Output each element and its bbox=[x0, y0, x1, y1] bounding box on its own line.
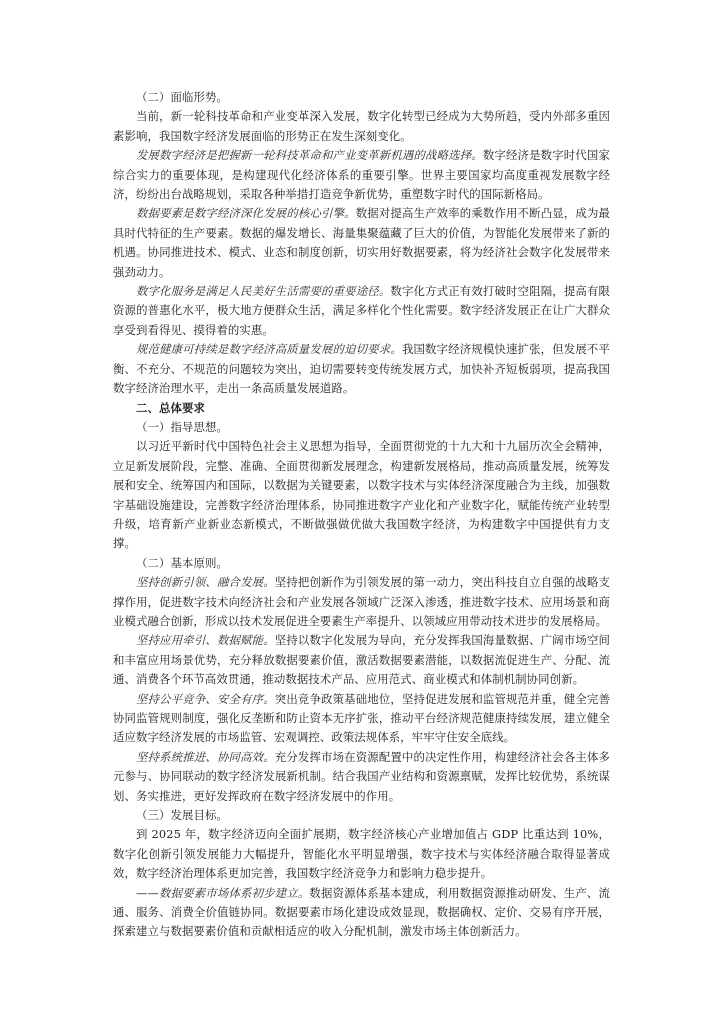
paragraph: 坚持应用牵引、数据赋能。坚持以数字化发展为导向，充分发挥我国海量数据、广阔市场空间和丰富应用场景优势，充分释放数据要素价值，激活数据要素潜能，以数据流促进生产、分配、流通、消费各个环节高效贯通，推动数据技术产品、应用范式、商业模式和体制机制协同创新。 bbox=[113, 633, 611, 687]
lead-sentence: 坚持应用牵引、数据赋能。 bbox=[136, 633, 275, 648]
subheading-goals: （三）发展目标。 bbox=[136, 808, 228, 823]
section-heading: 二、总体要求 bbox=[136, 400, 205, 415]
paragraph: 数字化服务是满足人民美好生活需要的重要途径。数字化方式正有效打破时空阻隔，提高有限资源的普惠化水平，极大地方便群众生活，满足多样化个性化需要。数字经济发展正在让广大群众享受到看得见、摸得着的实惠。 bbox=[113, 284, 611, 337]
document-body bbox=[113, 88, 610, 942]
lead-sentence: 规范健康可持续是数字经济高质量发展的迫切要求。 bbox=[136, 342, 402, 357]
subheading-principles: （二）基本原则。 bbox=[136, 555, 228, 570]
lead-sentence: 坚持系统推进、协同高效。 bbox=[136, 749, 275, 764]
paragraph: 规范健康可持续是数字经济高质量发展的迫切要求。我国数字经济规模快速扩张，但发展不平衡、不充分、不规范的问题较为突出，迫切需要转变传统发展方式，加快补齐短板弱项，提高我国数字经济治理水平，走出一条高质量发展道路。 bbox=[113, 342, 610, 396]
subheading-situation: （二）面临形势。 bbox=[136, 90, 228, 104]
paragraph: 以习近平新时代中国特色社会主义思想为指导，全面贯彻党的十九大和十九届历次全会精神，立足新发展阶段，完整、准确、全面贯彻新发展理念，构建新发展格局，推动高质量发展，统筹发展和安全、统筹国内和国际，以数据为关键要素，以数字技术与实体经济深度融合为主线，加强数字基础设施建设，完善数字经济治理体系，协同推进数字产业化和产业数字化，赋能传统产业转型升级，培育新产业新业态新模式，不断做强做优做大我国数字经济，为构建数字中国提供有力支撑。 bbox=[113, 439, 610, 551]
paragraph: 数据要素是数字经济深化发展的核心引擎。数据对提高生产效率的乘数作用不断凸显，成为最具时代特征的生产要素。数据的爆发增长、海量集聚蕴藏了巨大的价值，为智能化发展带来了新的机遇。协同推进技术、模式、业态和制度创新，切实用好数据要素，将为经济社会数字化发展带来强劲动力。 bbox=[113, 206, 611, 279]
lead-sentence: 数字化服务是满足人民美好生活需要的重要途径。 bbox=[136, 284, 391, 299]
lead-sentence: 坚持公平竞争、安全有序。 bbox=[136, 691, 275, 706]
paragraph: ——数据要素市场体系初步建立。数据资源体系基本建成，利用数据资源推动研发、生产、流通、服务、消费全价值链协同。数据要素市场化建设成效显现，数据确权、定价、交易有序开展，探索建立与数据要素价值和贡献相适应的收入分配机制，激发市场主体创新活力。 bbox=[113, 885, 610, 939]
lead-sentence: 数据要素是数字经济深化发展的核心引擎。 bbox=[136, 206, 356, 221]
subheading-guiding-thought: （一）指导思想。 bbox=[136, 419, 228, 434]
paragraph: 当前，新一轮科技革命和产业变革深入发展，数字化转型已经成为大势所趋，受内外部多重因素影响，我国数字经济发展面临的形势正在发生深刻变化。 bbox=[113, 109, 610, 143]
lead-sentence: ——数据要素市场体系初步建立。 bbox=[136, 885, 310, 900]
paragraph: 坚持公平竞争、安全有序。突出竞争政策基础地位，坚持促进发展和监管规范并重，健全完善协同监管规则制度，强化反垄断和防止资本无序扩张，推动平台经济规范健康持续发展，建立健全适应数字经济发展的市场监管、宏观调控、政策法规体系，牢牢守住安全底线。 bbox=[113, 691, 611, 745]
lead-sentence: 发展数字经济是把握新一轮科技革命和产业变革新机遇的战略选择。 bbox=[136, 148, 483, 163]
paragraph: 发展数字经济是把握新一轮科技革命和产业变革新机遇的战略选择。数字经济是数字时代国家综合实力的重要体现，是构建现代化经济体系的重要引擎。世界主要国家均高度重视发展数字经济，纷纷出台战略规划，采取各种举措打造竞争新优势，重塑数字时代的国际新格局。 bbox=[113, 148, 610, 202]
paragraph: 到 2025 年，数字经济迈向全面扩展期，数字经济核心产业增加值占 GDP 比重达到 10%，数字化创新引领发展能力大幅提升，智能化水平明显增强，数字技术与实体经济融合取得显著成效，数字经济治理体系更加完善，我国数字经济竞争力和影响力稳步提升。 bbox=[113, 827, 610, 881]
lead-sentence: 坚持创新引领、融合发展。 bbox=[136, 575, 275, 590]
paragraph: 坚持创新引领、融合发展。坚持把创新作为引领发展的第一动力，突出科技自立自强的战略支撑作用，促进数字技术向经济社会和产业发展各领域广泛深入渗透，推进数字技术、应用场景和商业模式融合创新，形成以技术发展促进全要素生产率提升、以领域应用带动技术进步的发展格局。 bbox=[113, 575, 611, 628]
paragraph: 坚持系统推进、协同高效。充分发挥市场在资源配置中的决定性作用，构建经济社会各主体多元参与、协同联动的数字经济发展新机制。结合我国产业结构和资源禀赋，发挥比较优势，系统谋划、务实推进，更好发挥政府在数字经济发展中的作用。 bbox=[113, 749, 611, 803]
